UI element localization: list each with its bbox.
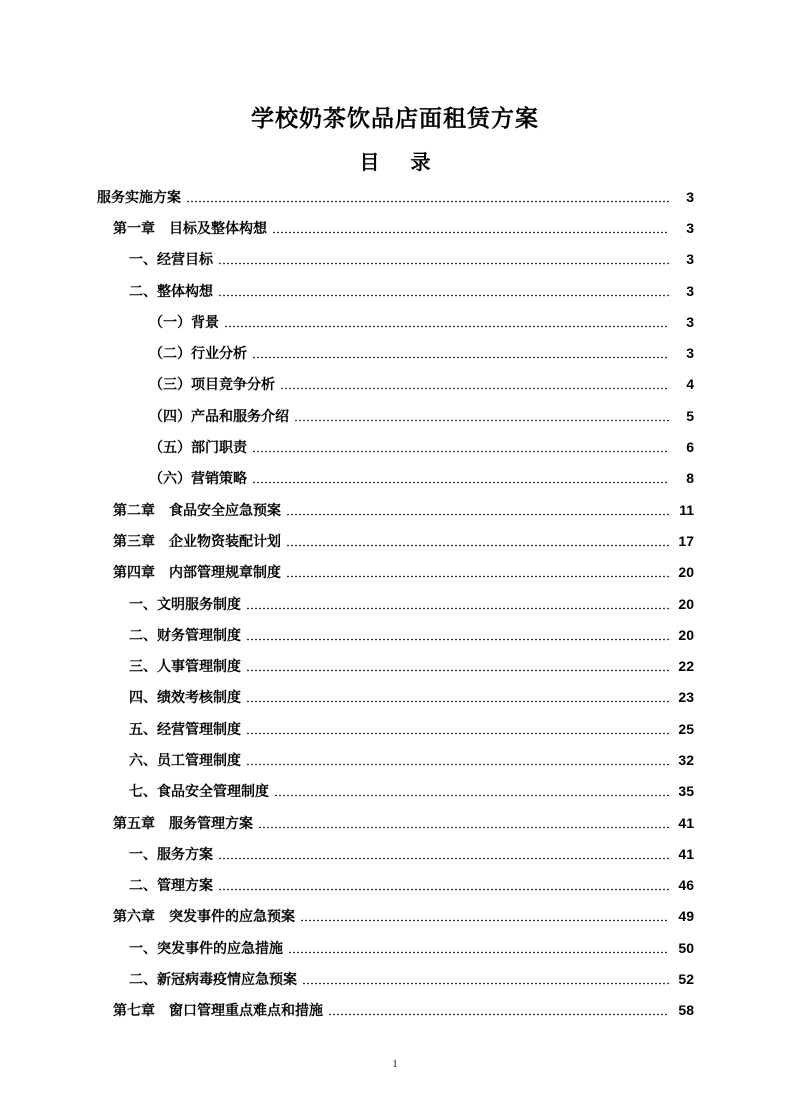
toc-entry-page: 46 — [678, 877, 694, 894]
toc-entry-label: 六、员工管理制度 — [129, 752, 241, 769]
toc-leader-dots — [218, 262, 669, 265]
toc-entry-page: 17 — [678, 532, 694, 549]
toc-entry[interactable] — [0, 181, 790, 212]
toc-entry-page: 3 — [686, 219, 694, 236]
toc-entry[interactable] — [0, 525, 790, 556]
toc-entry[interactable] — [0, 431, 790, 462]
toc-entry-label: 第五章 服务管理方案 — [113, 815, 253, 832]
toc-entry[interactable] — [0, 870, 790, 901]
toc-entry[interactable] — [0, 995, 790, 1026]
toc-leader-dots — [302, 982, 669, 985]
toc-entry-label: 五、经营管理制度 — [129, 721, 241, 738]
toc-leader-dots — [218, 857, 669, 860]
toc-entry-label: 第六章 突发事件的应急预案 — [113, 909, 295, 926]
toc-entry[interactable] — [0, 838, 790, 869]
toc-leader-dots — [280, 387, 669, 390]
toc-entry-label: 一、经营目标 — [129, 252, 213, 269]
toc-entry[interactable] — [0, 369, 790, 400]
toc-leader-dots — [274, 794, 669, 797]
toc-heading: 目 录 — [359, 150, 443, 174]
toc-entry-page: 25 — [678, 720, 694, 737]
toc-entry-page: 3 — [686, 313, 694, 330]
toc-leader-dots — [286, 544, 669, 547]
toc-entry-label: 四、绩效考核制度 — [129, 690, 241, 707]
toc-leader-dots — [246, 732, 669, 735]
toc-entry[interactable] — [0, 463, 790, 494]
toc-entry[interactable] — [0, 619, 790, 650]
toc-entry-page: 3 — [686, 188, 694, 205]
toc-entry[interactable] — [0, 212, 790, 243]
toc-leader-dots — [186, 200, 669, 203]
toc-entry-page: 11 — [679, 501, 694, 518]
toc-entry-label: 第三章 企业物资装配计划 — [113, 533, 281, 550]
toc-entry-label: （五）部门职责 — [149, 440, 247, 457]
toc-leader-dots — [288, 951, 669, 954]
toc-entry[interactable] — [0, 932, 790, 963]
toc-leader-dots — [224, 325, 669, 328]
toc-entry[interactable] — [0, 588, 790, 619]
toc-entry-page: 3 — [686, 345, 694, 362]
toc-entry[interactable] — [0, 807, 790, 838]
toc-entry-label: 一、突发事件的应急措施 — [129, 940, 283, 957]
toc-entry[interactable] — [0, 494, 790, 525]
document-title: 学校奶茶饮品店面租赁方案 — [251, 106, 539, 132]
toc-entry-label: 第一章 目标及整体构想 — [113, 220, 267, 237]
toc-entry-page: 4 — [686, 376, 694, 393]
toc-entry[interactable] — [0, 682, 790, 713]
toc-entry-page: 50 — [678, 939, 694, 956]
toc-entry-page: 49 — [678, 908, 694, 925]
toc-entry-label: （四）产品和服务介绍 — [149, 408, 289, 425]
toc-entry[interactable] — [0, 901, 790, 932]
toc-entry-label: 二、管理方案 — [129, 878, 213, 895]
toc-entry-page: 41 — [678, 814, 694, 831]
toc-leader-dots — [272, 231, 669, 234]
toc-leader-dots — [258, 826, 669, 829]
toc-entry-page: 41 — [678, 845, 694, 862]
toc-entry[interactable] — [0, 244, 790, 275]
table-of-contents — [0, 181, 790, 1026]
toc-entry[interactable] — [0, 306, 790, 337]
toc-entry-label: 二、整体构想 — [129, 283, 213, 300]
toc-leader-dots — [300, 919, 669, 922]
toc-leader-dots — [328, 1013, 669, 1016]
toc-leader-dots — [252, 356, 669, 359]
toc-entry-label: （二）行业分析 — [149, 346, 247, 363]
toc-entry-label: （三）项目竞争分析 — [149, 377, 275, 394]
toc-entry-label: 三、人事管理制度 — [129, 659, 241, 676]
toc-entry-page: 20 — [678, 564, 694, 581]
toc-leader-dots — [246, 700, 669, 703]
toc-leader-dots — [286, 513, 669, 516]
toc-entry-page: 20 — [678, 626, 694, 643]
toc-leader-dots — [246, 638, 669, 641]
toc-entry[interactable] — [0, 400, 790, 431]
toc-leader-dots — [252, 450, 669, 453]
toc-entry[interactable] — [0, 650, 790, 681]
toc-entry-label: （六）营销策略 — [149, 471, 247, 488]
toc-leader-dots — [246, 607, 669, 610]
toc-entry-label: 一、服务方案 — [129, 846, 213, 863]
toc-entry-page: 8 — [686, 470, 694, 487]
toc-entry[interactable] — [0, 744, 790, 775]
toc-entry-label: 第四章 内部管理规章制度 — [113, 565, 281, 582]
toc-entry[interactable] — [0, 337, 790, 368]
toc-entry-page: 22 — [678, 658, 694, 675]
toc-leader-dots — [252, 481, 669, 484]
toc-entry-page: 32 — [678, 751, 694, 768]
toc-entry-label: 服务实施方案 — [97, 189, 181, 206]
toc-entry[interactable] — [0, 275, 790, 306]
toc-entry-page: 5 — [686, 407, 694, 424]
toc-leader-dots — [294, 419, 669, 422]
toc-entry-page: 20 — [678, 595, 694, 612]
toc-entry[interactable] — [0, 776, 790, 807]
toc-entry-page: 6 — [686, 439, 694, 456]
toc-entry-page: 58 — [678, 1002, 694, 1019]
toc-leader-dots — [246, 763, 669, 766]
toc-entry-page: 35 — [678, 783, 694, 800]
toc-entry-page: 3 — [686, 251, 694, 268]
toc-leader-dots — [246, 669, 669, 672]
toc-leader-dots — [218, 888, 669, 891]
toc-entry-label: 七、食品安全管理制度 — [129, 784, 269, 801]
toc-entry[interactable] — [0, 963, 790, 994]
toc-entry-page: 23 — [678, 689, 694, 706]
toc-entry-label: 第七章 窗口管理重点难点和措施 — [113, 1003, 323, 1020]
toc-entry-label: 二、新冠病毒疫情应急预案 — [129, 972, 297, 989]
toc-entry-label: 第二章 食品安全应急预案 — [113, 502, 281, 519]
toc-entry-page: 3 — [686, 282, 694, 299]
toc-entry-label: 一、文明服务制度 — [129, 596, 241, 613]
toc-entry[interactable] — [0, 713, 790, 744]
page-number: 1 — [392, 1059, 398, 1070]
toc-leader-dots — [218, 294, 669, 297]
toc-entry-label: （一）背景 — [149, 314, 219, 331]
toc-entry-label: 二、财务管理制度 — [129, 627, 241, 644]
toc-leader-dots — [286, 575, 669, 578]
toc-entry-page: 52 — [678, 971, 694, 988]
toc-entry[interactable] — [0, 557, 790, 588]
